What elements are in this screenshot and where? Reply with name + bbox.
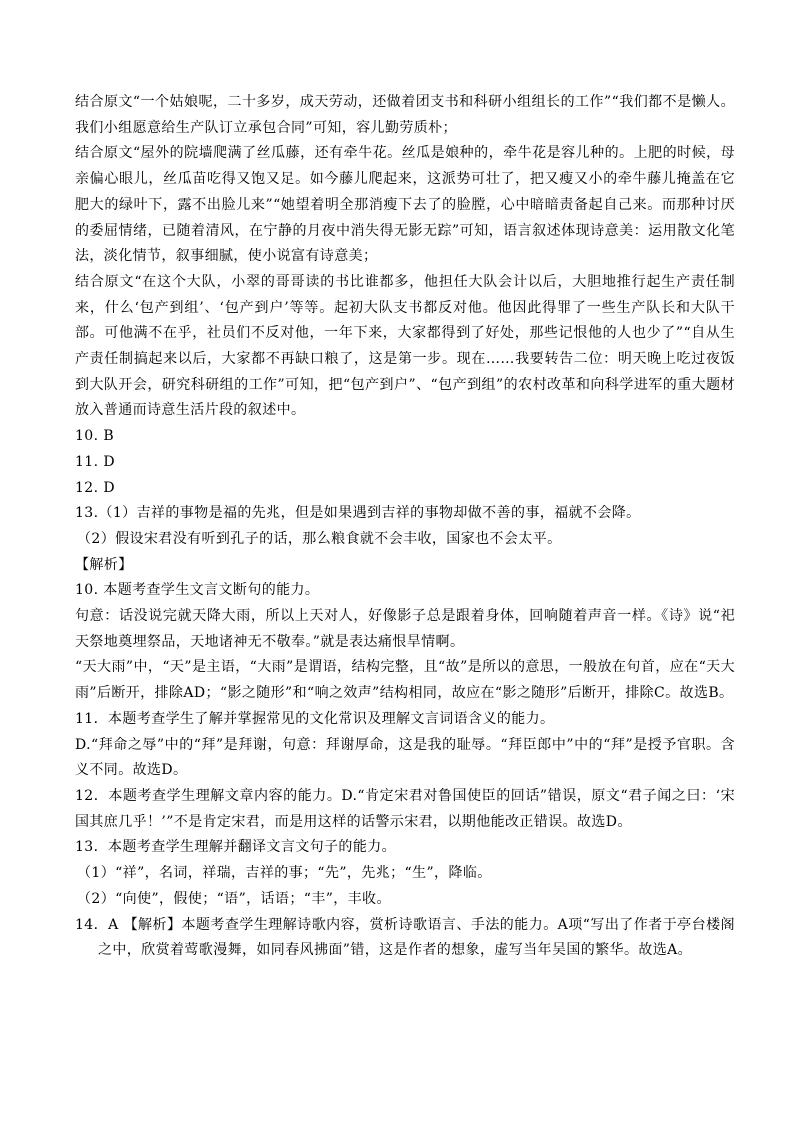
answer-11: 11. D bbox=[75, 453, 115, 470]
analysis-13-1: （1）“祥”，名词，祥瑞，吉祥的事；“先”，先兆；“生”，降临。 bbox=[77, 865, 492, 882]
analysis-13-2: （2）“向使”，假使；“语”，话语；“丰”，丰收。 bbox=[77, 890, 391, 907]
analysis-10-reason: “天大雨”中，“天”是主语，“大雨”是谓语，结构完整，且“故”是所以的意思，一般放在句首，应在“天大雨”后断开，排除AD；“影之随形”和“响之效声”结构相同，故应在“影之随形”后断开，排除C。故选B。 bbox=[75, 659, 735, 702]
document-body bbox=[75, 90, 735, 964]
paragraph-rural-reform: 结合原文“在这个大队，小翠的哥哥读的书比谁都多，他担任大队会计以后，大胆地推行起生产责任制来，什么‘包产到组’、‘包产到户’等等。起初大队支书都反对他。他因此得罪了一些生产队长和大队干部。可他满不在乎，社员们不反对他，一年下来，大家都得到了好处，那些记恨他的人也少了”“自从生产责任制搞起来以后，大家都不再缺口粮了，这是第一步。现在……我要转告二位：明天晚上吃过夜饭到大队开会，研究科研组的工作”可知，把“包产到户”、“包产到组”的农村改革和向科学进军的重大题材放入普通而诗意生活片段的叙述中。 bbox=[75, 273, 735, 419]
answer-12: 12. D bbox=[75, 479, 115, 496]
analysis-14: 14．A 【解析】本题考查学生理解诗歌内容，赏析诗歌语言、手法的能力。A项“写出了作者于亭台楼阁之中，欣赏着莺歌漫舞，如同春风拂面”错，这是作者的想象，虚写当年吴国的繁华。故选A。 bbox=[75, 916, 735, 959]
paragraph-diligence: 结合原文“一个姑娘呢，二十多岁，成天劳动，还做着团支书和科研小组组长的工作”“我们都不是懒人。我们小组愿意给生产队订立承包合同”可知，容儿勤劳质朴； bbox=[75, 94, 735, 136]
paragraph-poetic-language: 结合原文“屋外的院墙爬满了丝瓜藤，还有牵牛花。丝瓜是娘种的，牵牛花是容儿种的。上肥的时候，母亲偏心眼儿，丝瓜苗吃得又饱又足。如今藤儿爬起来，这派势可壮了，把又瘦又小的牵牛藤儿掩盖在它肥大的绿叶下，露不出脸儿来”“她望着明全那消瘦下去了的脸膛，心中暗暗责备起自己来。而那种讨厌的委屈情绪，已随着清风，在宁静的月夜中消失得无影无踪”可知，语言叙述体现诗意美：运用散文化笔法，淡化情节，叙事细腻，使小说富有诗意美； bbox=[75, 145, 735, 265]
analysis-heading: 【解析】 bbox=[75, 556, 133, 573]
analysis-13-title: 13．本题考查学生理解并翻译文言文句子的能力。 bbox=[75, 839, 397, 856]
analysis-12: 12．本题考查学生理解文章内容的能力。D.“肯定宋君对鲁国使臣的回话”错误，原文“君子闻之曰：‘宋国其庶几乎！’”不是肯定宋君，而是用这样的话警示宋君，以期他能改正错误。故选D。 bbox=[75, 787, 735, 830]
answer-10: 10. B bbox=[75, 428, 115, 445]
analysis-11-body: D.“拜命之辱”中的“拜”是拜谢，句意：拜谢厚命，这是我的耻辱。“拜臣郎中”中的“拜”是授予官职。含义不同。故选D。 bbox=[75, 736, 735, 779]
analysis-11-title: 11．本题考查学生了解并掌握常见的文化常识及理解文言词语含义的能力。 bbox=[75, 710, 555, 727]
answer-13-2: （2）假设宋君没有听到孔子的话，那么粮食就不会丰收，国家也不会太平。 bbox=[77, 530, 562, 547]
analysis-10-title: 10. 本题考查学生文言文断句的能力。 bbox=[75, 582, 320, 599]
answer-13-1: 13.（1）吉祥的事物是福的先兆，但是如果遇到吉祥的事物却做不善的事，福就不会降。 bbox=[75, 505, 641, 522]
analysis-10-body: 句意：话没说完就天降大雨，所以上天对人，好像影子总是跟着身体，回响随着声音一样。《诗》说“祀天祭地奠埋祭品，天地诸神无不敬奉。”就是表达痛恨旱情啊。 bbox=[75, 608, 735, 650]
